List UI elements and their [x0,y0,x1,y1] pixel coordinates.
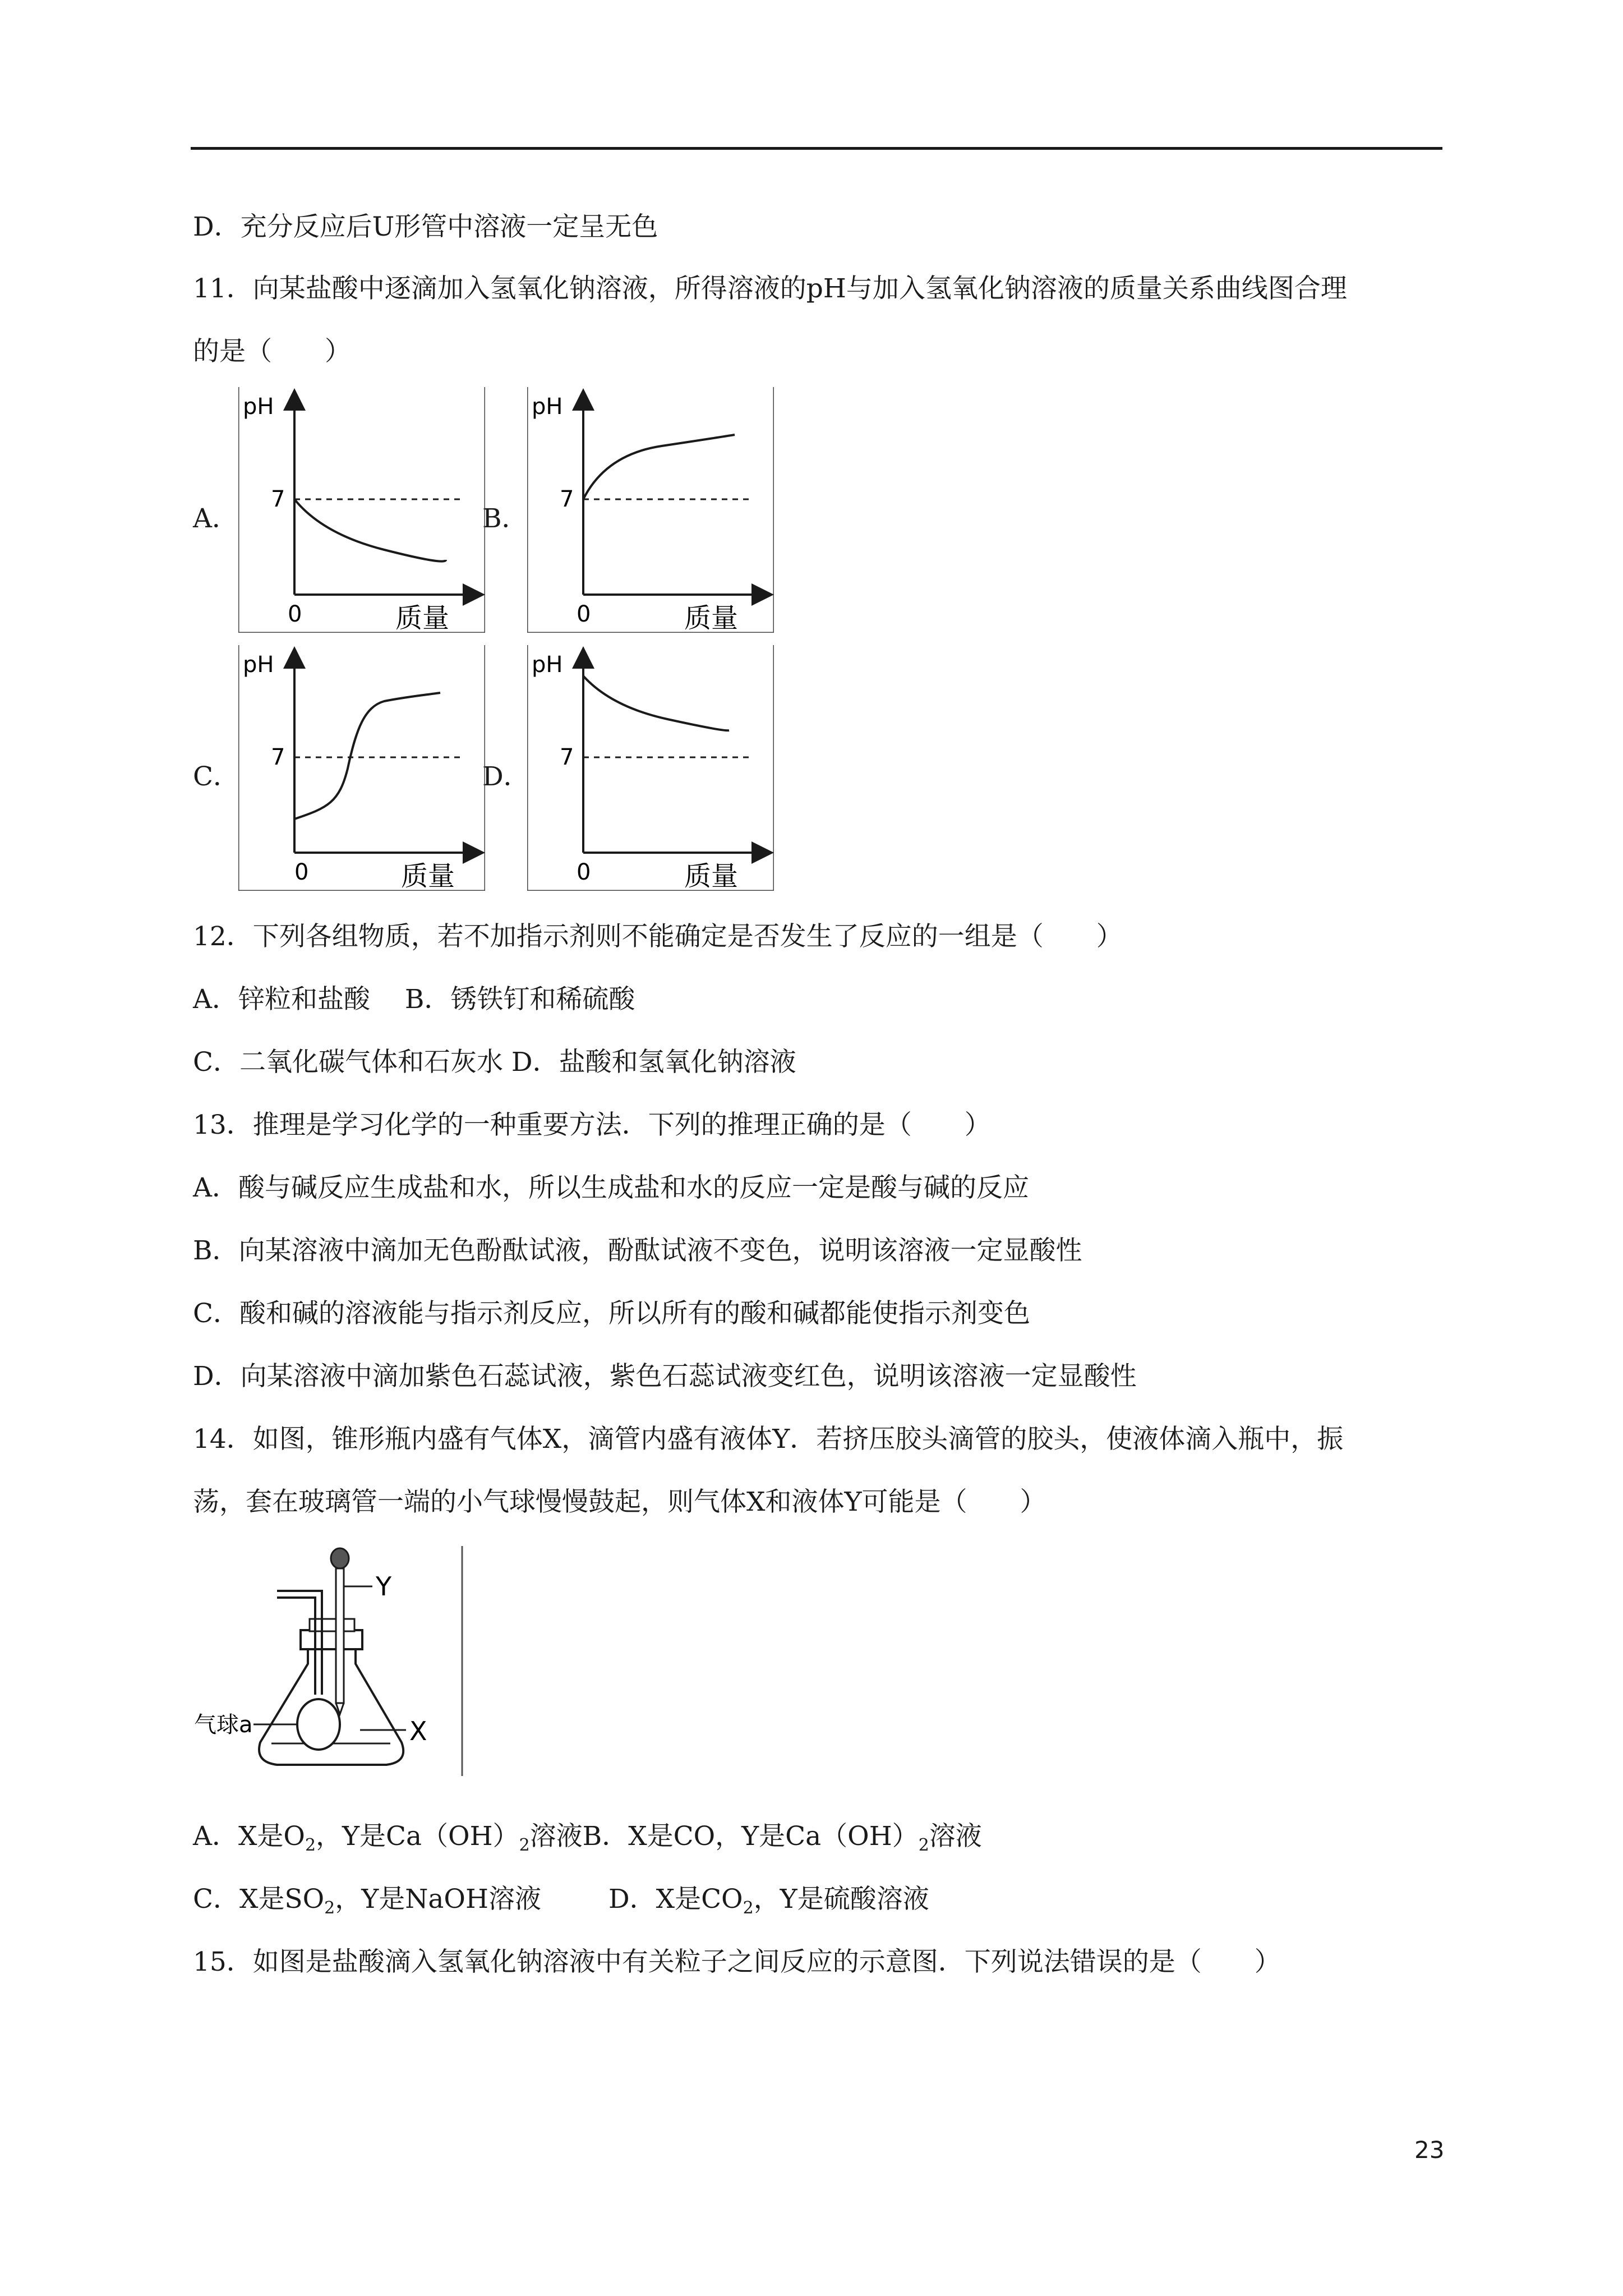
q12-options-ab: A．锌粒和盐酸 B．锈铁钉和稀硫酸 [193,984,635,1015]
q11-graph-b-tick-7: 7 [560,486,574,512]
q11-graph-a-tick-7: 7 [271,486,285,512]
q13-stem: 13．推理是学习化学的一种重要方法．下列的推理正确的是（ ） [193,1110,991,1140]
q11-graph-d [527,645,774,891]
q14-label-balloon: 气球a [194,1712,253,1738]
dropper-icon [336,1568,344,1703]
q11-label-a: A． [193,503,238,534]
q11-graph-a-ylabel: pH [243,394,274,420]
q11-label-c: C． [193,761,239,792]
q15-stem: 15．如图是盐酸滴入氢氧化钠溶液中有关粒子之间反应的示意图．下列说法错误的是（ ） [193,1947,1281,1977]
q14-options-cd: C．X是$SO_2$，Y是NaOH溶液 D．X是$CO_2$，Y是硫酸溶液 [193,1884,929,1918]
q14-stem-line-1: 14．如图，锥形瓶内盛有气体X，滴管内盛有液体Y．若挤压胶头滴管的胶头，使液体滴入瓶中，振 [193,1424,1344,1455]
q11-stem-line-2: 的是（ ） [193,336,351,367]
q13-option-d: D．向某溶液中滴加紫色石蕊试液，紫色石蕊试液变红色，说明该溶液一定显酸性 [193,1361,1137,1392]
q11-graph-d-tick-7: 7 [560,744,574,770]
q14-options-ab: A．X是$O_2$，Y是$Ca(OH)_2$溶液B．X是CO，Y是$Ca(OH)_2$溶液 [193,1821,982,1855]
balloon-icon [297,1699,340,1750]
q11-label-d: D． [482,761,530,792]
q10-option-d: D．充分反应后U形管中溶液一定呈无色 [193,211,658,242]
q11-graph-a-origin: 0 [288,601,302,627]
header-rule [191,147,1442,150]
q11-graph-c [238,645,485,891]
q11-graph-d-ylabel: pH [532,652,563,678]
q11-stem-line-1: 11．向某盐酸中逐滴加入氢氧化钠溶液，所得溶液的pH与加入氢氧化钠溶液的质量关系曲线图合理 [193,273,1347,304]
q13-option-b: B．向某溶液中滴加无色酚酞试液，酚酞试液不变色，说明该溶液一定显酸性 [193,1235,1082,1266]
q14-label-y: Y [376,1571,392,1602]
q14-apparatus-figure [193,1546,465,1776]
q13-option-c: C．酸和碱的溶液能与指示剂反应，所以所有的酸和碱都能使指示剂变色 [193,1298,1030,1329]
q12-options-cd: C．二氧化碳气体和石灰水 D．盐酸和氢氧化钠溶液 [193,1047,796,1078]
q11-graph-c-xlabel: 质量 [401,861,455,891]
stopper-icon [301,1630,362,1649]
q11-graph-b-ylabel: pH [532,394,563,420]
q11-graph-a-xlabel: 质量 [395,602,450,633]
q11-graph-d-origin: 0 [577,859,591,885]
q11-graph-b-origin: 0 [577,601,591,627]
q11-graph-a [238,387,485,633]
q11-graph-c-tick-7: 7 [271,744,285,770]
q11-graph-b [527,387,774,633]
q13-option-a: A．酸与碱反应生成盐和水，所以生成盐和水的反应一定是酸与碱的反应 [193,1172,1029,1203]
q11-graph-c-origin: 0 [294,859,309,885]
q11-label-b: B． [482,503,528,534]
q11-graph-c-ylabel: pH [243,652,274,678]
q12-stem: 12．下列各组物质，若不加指示剂则不能确定是否发生了反应的一组是（ ） [193,921,1123,952]
q11-graph-b-xlabel: 质量 [684,602,739,633]
q14-label-x: X [409,1716,427,1746]
q14-stem-line-2: 荡，套在玻璃管一端的小气球慢慢鼓起，则气体X和液体Y可能是（ ） [193,1487,1046,1517]
page-number: 23 [1414,2136,1445,2164]
q11-graph-d-xlabel: 质量 [684,861,739,891]
